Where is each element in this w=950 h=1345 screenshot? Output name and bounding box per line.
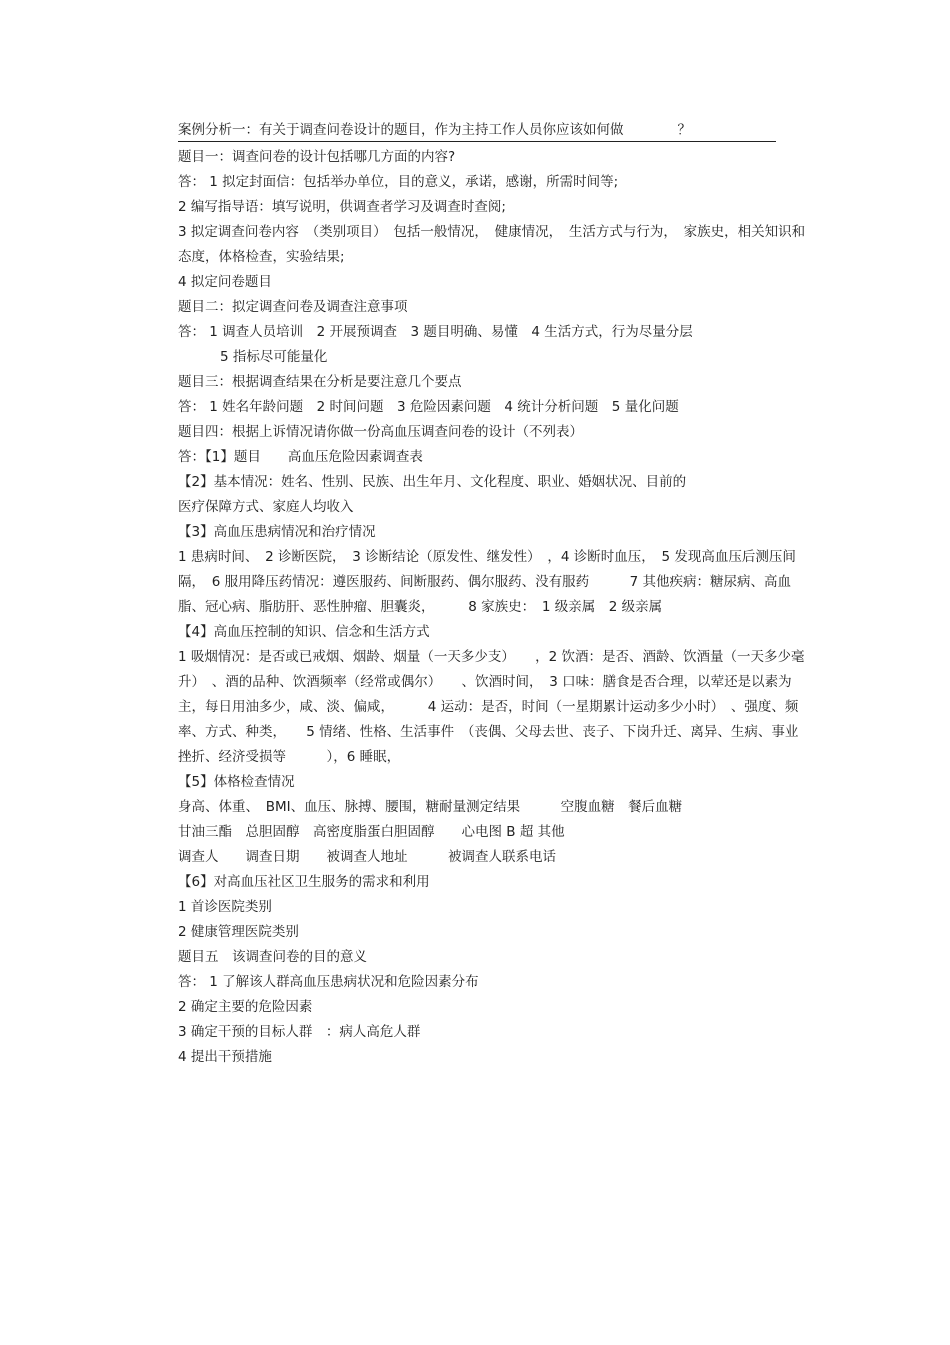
question-4: 题目四：根据上诉情况请你做一份高血压调查问卷的设计（不列表） bbox=[178, 424, 583, 440]
answer-line: 答： 1 了解该人群高血压患病状况和危险因素分布 bbox=[178, 974, 479, 990]
answer-line: 2 确定主要的危险因素 bbox=[178, 999, 313, 1015]
answer-line: 医疗保障方式、家庭人均收入 bbox=[178, 499, 354, 515]
document-body bbox=[178, 118, 808, 1070]
answer-line: 甘油三酯 总胆固醇 高密度脂蛋白胆固醇 心电图 B 超 其他 bbox=[178, 824, 565, 840]
question-1: 题目一：调查问卷的设计包括哪几方面的内容? bbox=[178, 149, 456, 165]
case-title: 案例分析一：有关于调查问卷设计的题目，作为主持工作人员你应该如何做 ？ bbox=[178, 119, 776, 142]
question-2: 题目二：拟定调查问卷及调查注意事项 bbox=[178, 299, 408, 315]
answer-paragraph: 3 拟定调查问卷内容 （类别项目） 包括一般情况， 健康情况， 生活方式与行为， 家族史，相关知识和态度，体格检查，实验结果; bbox=[178, 224, 806, 265]
section-heading: 【6】对高血压社区卫生服务的需求和利用 bbox=[178, 874, 430, 890]
section-heading: 【3】高血压患病情况和治疗情况 bbox=[178, 524, 376, 540]
answer-line: 调查人 调查日期 被调查人地址 被调查人联系电话 bbox=[178, 849, 556, 865]
answer-line: 答： 1 拟定封面信：包括举办单位，目的意义，承诺，感谢，所需时间等; bbox=[178, 174, 619, 190]
answer-paragraph: 1 患病时间、 2 诊断医院， 3 诊断结论（原发性、继发性） ，4 诊断时血压， 5 发现高血压后测压间隔， 6 服用降压药情况：遵医服药、间断服药、偶尔服药、没有服药 7 其他疾病：糖尿病、高血脂、冠心病、脂肪肝、恶性肿瘤、胆囊炎， 8 家族史： 1 级亲属 2 级亲属 bbox=[178, 549, 796, 615]
answer-line: 答： 1 调查人员培训 2 开展预调查 3 题目明确、易懂 4 生活方式，行为尽量分层 bbox=[178, 324, 693, 340]
answer-line: 3 确定干预的目标人群 ：病人高危人群 bbox=[178, 1024, 421, 1040]
answer-line: 4 拟定问卷题目 bbox=[178, 274, 272, 290]
answer-paragraph: 1 吸烟情况：是否或已戒烟、烟龄、烟量（一天多少支） ，2 饮酒：是否、酒龄、饮酒量（一天多少毫升） 、酒的品种、饮酒频率（经常或偶尔） 、饮酒时间， 3 口味：膳食是否合理，以荤还是以素为主，每日用油多少，咸、淡、偏咸， 4 运动：是否，时间（一星期累计运动多少小时） 、强度、频率、方式、种类， 5 情绪、性格、生活事件 （丧偶、父母去世、丧子、下岗升迁、离异、生病、事业挫折、经济受损等 ），6 睡眠， bbox=[178, 649, 805, 765]
answer-line: 2 编写指导语：填写说明，供调查者学习及调查时查阅; bbox=[178, 199, 506, 215]
question-3: 题目三：根据调查结果在分析是要注意几个要点 bbox=[178, 374, 462, 390]
section-heading: 【4】高血压控制的知识、信念和生活方式 bbox=[178, 624, 430, 640]
section-heading: 【2】基本情况：姓名、性别、民族、出生年月、文化程度、职业、婚姻状况、目前的 bbox=[178, 474, 687, 490]
answer-line: 2 健康管理医院类别 bbox=[178, 924, 299, 940]
answer-line: 5 指标尽可能量化 bbox=[220, 349, 328, 365]
answer-line: 答：【1】题目 高血压危险因素调查表 bbox=[178, 449, 423, 465]
answer-line: 身高、体重、 BMI、血压、脉搏、腰围，糖耐量测定结果 空腹血糖 餐后血糖 bbox=[178, 799, 683, 815]
section-heading: 【5】体格检查情况 bbox=[178, 774, 295, 790]
answer-line: 4 提出干预措施 bbox=[178, 1049, 272, 1065]
answer-line: 1 首诊医院类别 bbox=[178, 899, 272, 915]
question-5: 题目五 该调查问卷的目的意义 bbox=[178, 949, 367, 965]
answer-line: 答： 1 姓名年龄问题 2 时间问题 3 危险因素问题 4 统计分析问题 5 量化问题 bbox=[178, 399, 679, 415]
